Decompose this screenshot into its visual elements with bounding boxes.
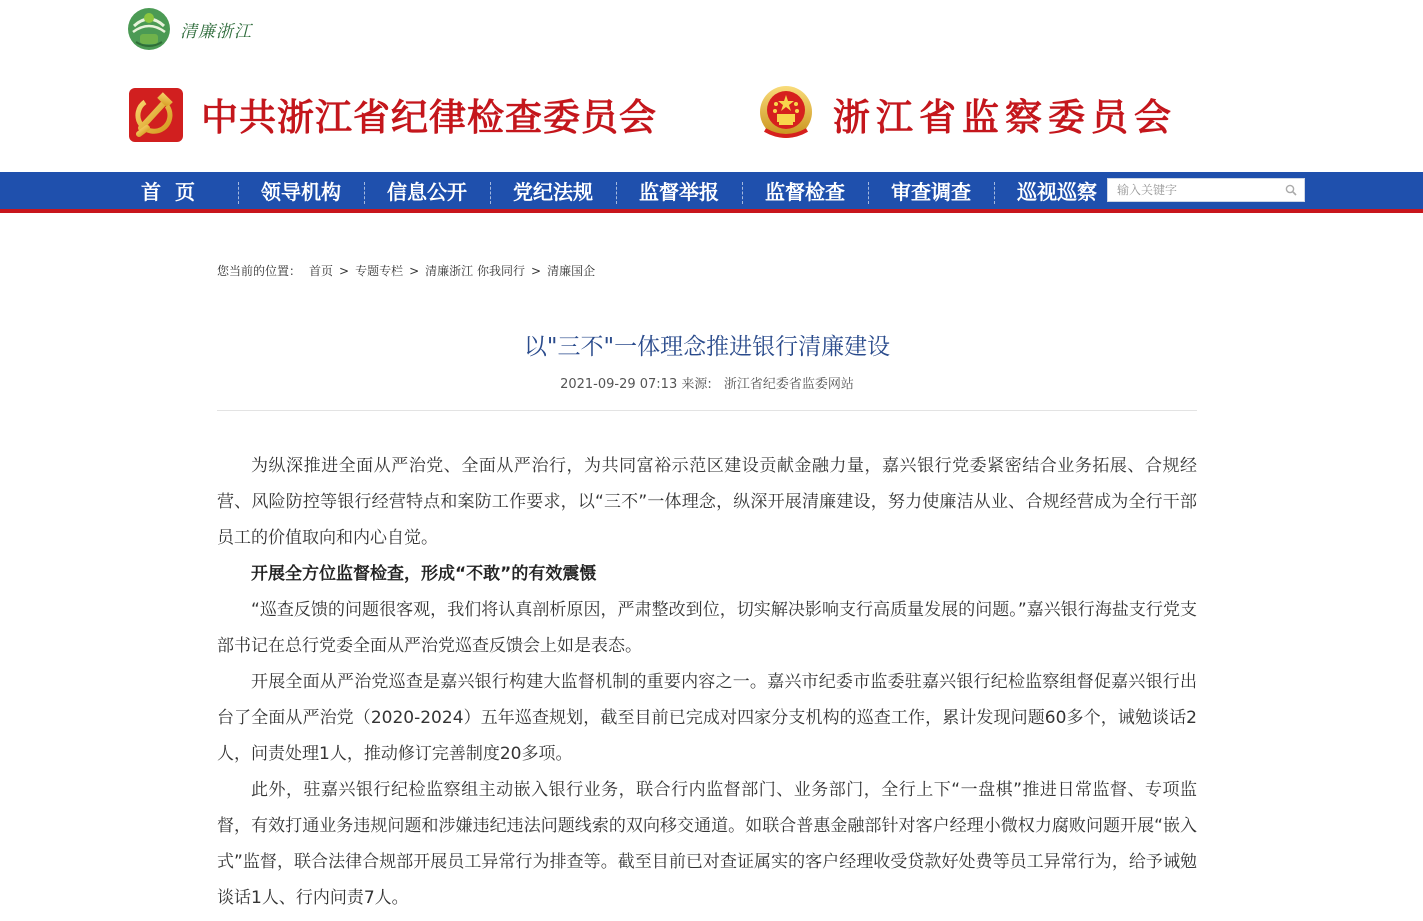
article-title: 以"三不"一体理念推进银行清廉建设 xyxy=(523,334,891,360)
nav-item-inspection[interactable]: 监督检查 xyxy=(742,176,868,205)
article-datetime: 2021-09-29 07:13 xyxy=(560,377,678,392)
article-paragraph: 为纵深推进全面从严治党、全面从严治行，为共同富裕示范区建设贡献金融力量，嘉兴银行党委紧密结合业务拓展、合规经营、风险防控等银行经营特点和案防工作要求，以“三不”一体理念，纵深开展清廉建设，努力使廉洁从业、合规经营成为全行干部员工的价值取向和内心自觉。 xyxy=(217,456,1197,548)
main-nav xyxy=(0,172,1423,213)
search-icon[interactable] xyxy=(1285,184,1297,196)
article-source: 浙江省纪委省监委网站 xyxy=(723,377,854,392)
nav-item-patrol[interactable]: 巡视巡察 xyxy=(994,176,1120,205)
supervisory-commission-name: 浙江省监察委员会 xyxy=(833,95,1177,139)
ccdi-branding[interactable] xyxy=(127,84,657,144)
breadcrumb-qinglian-zhejiang[interactable]: 清廉浙江 你我同行 xyxy=(425,264,525,278)
article-paragraph: “巡查反馈的问题很客观，我们将认真剖析原因，严肃整改到位，切实解决影响支行高质量发展的问题。”嘉兴银行海盐支行党支部书记在总行党委全面从严治党巡查反馈会上如是表态。 xyxy=(217,600,1197,656)
qinglian-logo-icon xyxy=(126,6,172,52)
breadcrumb-special-topics[interactable]: 专题专栏 xyxy=(355,264,404,278)
breadcrumb-label: 您当前的位置： xyxy=(217,264,302,278)
nav-item-leadership[interactable]: 领导机构 xyxy=(238,176,364,205)
search-box xyxy=(1107,178,1305,202)
ccdi-name: 中共浙江省纪律检查委员会 xyxy=(201,95,657,139)
article-paragraph: 此外，驻嘉兴银行纪检监察组主动嵌入银行业务，联合行内监督部门、业务部门，全行上下“一盘棋”推进日常监督、专项监督，有效打通业务违规问题和涉嫌违纪违法问题线索的双向移交通道。如联合普惠金融部针对客户经理小微权力腐败问题开展“嵌入式”监督，联合法律合规部开展员工异常行为排查等。截至目前已对查证属实的客户经理收受贷款好处费等员工异常行为，给予诫勉谈话1人、行内问责7人。 xyxy=(217,780,1197,908)
article-paragraph: 开展全面从严治党巡查是嘉兴银行构建大监督机制的重要内容之一。嘉兴市纪委市监委驻嘉兴银行纪检监察组督促嘉兴银行出台了全面从严治党（2020-2024）五年巡查规划，截至目前已完成对四家分支机构的巡查工作，累计发现问题60多个，诫勉谈话2人，问责处理1人，推动修订完善制度20多项。 xyxy=(217,672,1197,764)
nav-item-party-regulations[interactable]: 党纪法规 xyxy=(490,176,616,205)
article-divider xyxy=(217,410,1197,411)
article-source-label: 来源: xyxy=(681,377,712,392)
nav-item-report[interactable]: 监督举报 xyxy=(616,176,742,205)
site-logo[interactable] xyxy=(126,6,252,52)
nav-item-investigation[interactable]: 审查调查 xyxy=(868,176,994,205)
breadcrumb-separator: > xyxy=(531,263,542,278)
article-subheading: 开展全方位监督检查，形成“不敢”的有效震慑 xyxy=(251,564,597,584)
national-emblem-icon xyxy=(757,84,815,144)
breadcrumb-soe[interactable]: 清廉国企 xyxy=(547,264,596,278)
search-input[interactable] xyxy=(1108,179,1277,201)
breadcrumb-separator: > xyxy=(339,263,350,278)
article-meta xyxy=(217,373,1197,392)
nav-item-home[interactable]: 首页 xyxy=(141,180,209,204)
breadcrumb-home[interactable]: 首页 xyxy=(309,264,334,278)
breadcrumb-separator: > xyxy=(409,263,420,278)
supervisory-commission-branding[interactable] xyxy=(757,84,1177,144)
nav-item-info-disclosure[interactable]: 信息公开 xyxy=(364,176,490,205)
party-emblem-icon xyxy=(127,84,185,144)
nav-list xyxy=(112,172,1120,209)
masthead xyxy=(0,78,1423,158)
site-logo-text: 清廉浙江 xyxy=(180,21,252,42)
breadcrumb xyxy=(217,262,595,279)
article-body xyxy=(217,448,1197,916)
